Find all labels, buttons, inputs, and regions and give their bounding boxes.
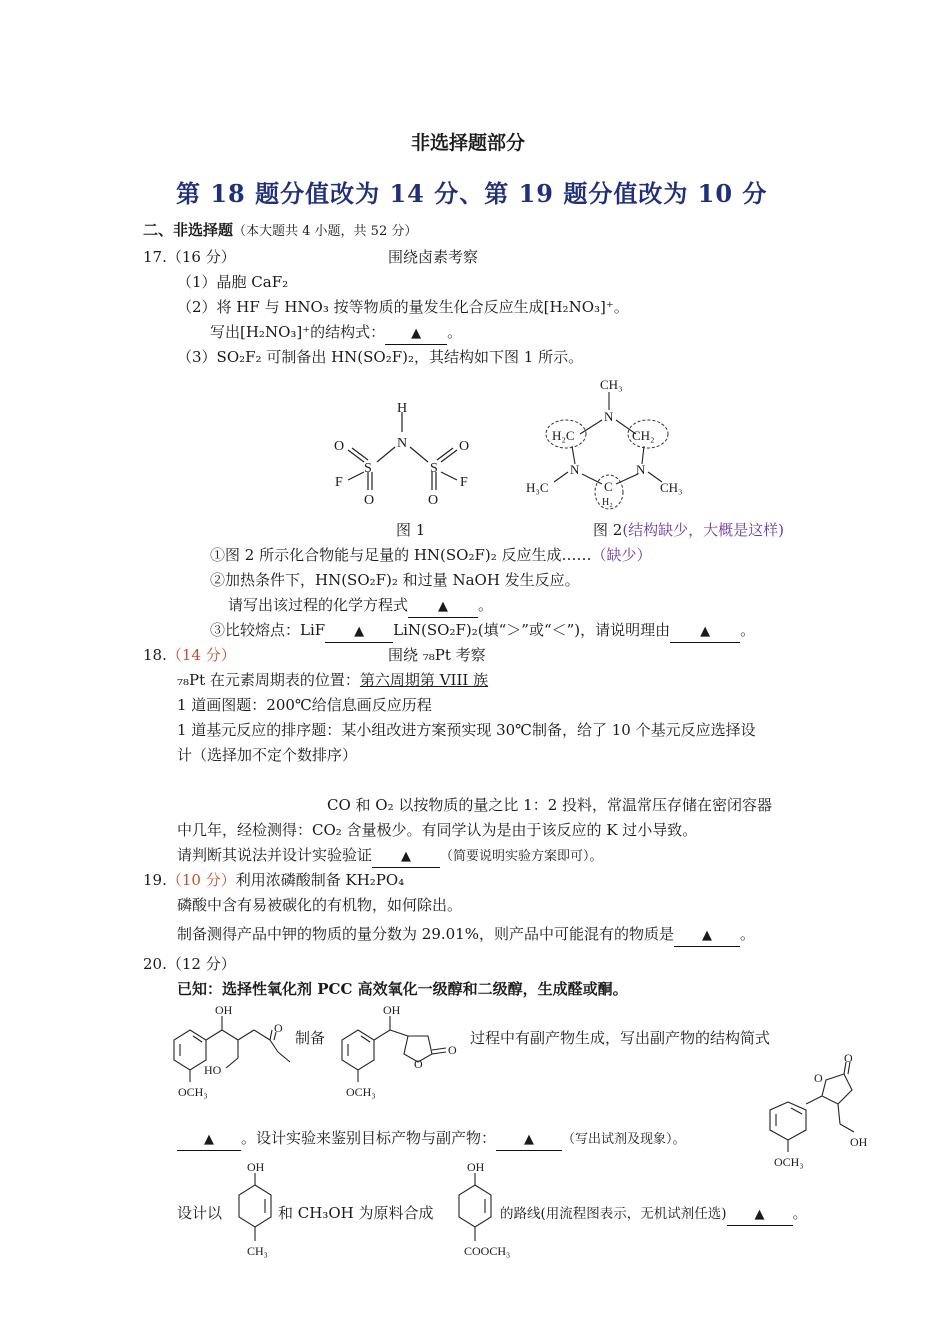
q18-line2: 1 道画图题：200℃给信息画反应历程 <box>177 696 432 714</box>
fig1-atom-h: H <box>397 401 408 416</box>
q17-sub3-blank1 <box>325 620 393 643</box>
mol3-o-ring: O <box>814 1071 823 1085</box>
q18-topic: 围绕 ₇₈Pt 考察 <box>388 646 486 664</box>
triangle-icon: ▲ <box>401 849 412 864</box>
fig2-h2c: H₂C <box>552 428 575 443</box>
fig1-atom-o-tl: O <box>334 439 345 454</box>
q19-line2-suffix: 。 <box>739 925 755 943</box>
q20-known: 已知：选择性氧化剂 PCC 高效氧化一级醇和二级醇，生成醛或酮。 <box>177 980 628 998</box>
section-title: 非选择题部分 <box>411 132 526 154</box>
q17-item2-blank <box>385 322 447 345</box>
fig1-atom-f-r: F <box>460 475 468 490</box>
molecule-target-lactone <box>328 1000 468 1105</box>
q17-sub3-blank2 <box>670 620 740 643</box>
fig2-c-bottom: C <box>604 479 613 494</box>
triangle-icon: ▲ <box>354 624 365 639</box>
q20-line-b-b: （写出试剂及现象）。 <box>562 1132 686 1147</box>
fig1-atom-o-br: O <box>428 493 439 508</box>
mol4-oh: OH <box>247 1160 265 1174</box>
q18-line1-answer: 第六周期第 VIII 族 <box>359 671 489 689</box>
figure-1-structure <box>320 392 490 512</box>
q17-sub2-line2 <box>228 595 493 618</box>
mol3-oh: OH <box>850 1135 868 1149</box>
fig2-caption-note: (结构缺少，大概是这样) <box>622 521 785 539</box>
fig2-h2-bottom: H₂ <box>602 497 613 508</box>
q17-sub3-b: LiN(SO₂F)₂(填“＞”或“＜”)，请说明理由 <box>393 621 671 639</box>
fig1-atom-s1: S <box>364 461 372 476</box>
q20-prep-word: 制备 <box>295 1029 326 1047</box>
molecule-start-ester <box>160 1000 300 1105</box>
part-heading-note: （本大题共 4 小题，共 52 分） <box>233 224 418 239</box>
q17-sub2-blank <box>408 595 478 618</box>
q19-header <box>143 870 404 890</box>
q18-line4: 计（选择加不定个数排序） <box>177 746 358 764</box>
q17-item3: （3）SO₂F₂ 可制备出 HN(SO₂F)₂，其结构如下图 1 所示。 <box>177 348 584 366</box>
fig1-atom-f-l: F <box>335 475 343 490</box>
mol2-o-ring: O <box>414 1057 423 1071</box>
q17-item1: （1）晶胞 CaF₂ <box>177 273 289 291</box>
q17-topic: 围绕卤素考察 <box>388 248 479 266</box>
fig2-ch2: CH₂ <box>632 428 655 443</box>
q18-line5: CO 和 O₂ 以按物质的量之比 1：2 投料，常温常压存储在密闭容器 <box>327 796 773 814</box>
q20-byproduct-blank <box>177 1128 241 1151</box>
q18-line7-prefix: 请判断其说法并设计实验验证 <box>177 846 373 864</box>
molecule-byproduct <box>752 1052 872 1177</box>
q18-number: 18. <box>143 646 167 664</box>
mol2-o-carbonyl: O <box>448 1043 457 1057</box>
triangle-icon: ▲ <box>438 599 449 614</box>
q18-line3: 1 道基元反应的排序题：某小组改进方案预实现 30℃制备，给了 10 个基元反应选择设 <box>177 721 756 739</box>
mol2-oh: OH <box>383 1003 401 1017</box>
q20-design-mid: 和 CH₃OH 为原料合成 <box>278 1204 434 1222</box>
q20-process-text: 过程中有副产物生成，写出副产物的结构简式 <box>470 1029 771 1047</box>
mol1-och3: OCH₃ <box>178 1085 208 1099</box>
q18-score: （14 分） <box>166 646 236 664</box>
fig1-atom-s2: S <box>430 461 438 476</box>
fig2-n-right: N <box>636 462 646 477</box>
q18-header <box>143 645 236 665</box>
q20-design-end: 。 <box>792 1204 808 1222</box>
q17-sub3 <box>210 620 755 643</box>
mol3-och3: OCH₃ <box>774 1155 804 1169</box>
q20-number: 20.（12 分） <box>143 955 236 973</box>
triangle-icon: ▲ <box>700 624 711 639</box>
q18-line7 <box>177 845 603 868</box>
q20-identify-blank <box>496 1128 562 1151</box>
q17-sub1 <box>210 545 652 565</box>
fig1-atom-n: N <box>397 436 408 451</box>
fig2-n-left: N <box>570 462 580 477</box>
q19-line2-blank <box>674 924 740 947</box>
q19-line2 <box>177 924 755 947</box>
triangle-icon: ▲ <box>754 1207 765 1222</box>
q20-line-b-a: 。设计实验来鉴别目标产物与副产物： <box>241 1129 497 1147</box>
q19-number: 19. <box>143 871 167 889</box>
fig2-caption-label: 图 2 <box>593 521 623 539</box>
q19-line2-prefix: 制备测得产品中钾的物质的量分数为 29.01%，则产品中可能混有的物质是 <box>177 925 674 943</box>
q17-item2-line1: （2）将 HF 与 HNO₃ 按等物质的量发生化合反应生成[H₂NO₃]⁺。 <box>177 298 629 316</box>
q17-sub2-prefix: 请写出该过程的化学方程式 <box>228 596 409 614</box>
mol1-oh: OH <box>215 1003 233 1017</box>
part-heading-label: 二、非选择题 <box>143 221 234 239</box>
mol3-o-carbonyl: O <box>844 1052 853 1065</box>
triangle-icon: ▲ <box>524 1132 535 1147</box>
figure-2-structure <box>522 374 697 514</box>
q20-design-prefix: 设计以 <box>177 1204 223 1222</box>
q20-design-suffix: 的路线(用流程图表示，无机试剂任选) <box>500 1206 727 1222</box>
fig2-h3c: H₃C <box>526 480 549 495</box>
mol2-och3: OCH₃ <box>346 1085 376 1099</box>
q17-item2-suffix: 。 <box>447 323 463 341</box>
q20-design-line <box>500 1203 808 1226</box>
q17-number: 17.（16 分） <box>143 248 236 266</box>
fig2-ch3-right: CH₃ <box>660 480 683 495</box>
triangle-icon: ▲ <box>204 1132 214 1147</box>
fig2-n-top: N <box>604 409 614 424</box>
fig1-atom-o-bl: O <box>364 493 375 508</box>
fig1-atom-o-tr: O <box>459 439 470 454</box>
q17-item2-line2 <box>210 322 462 345</box>
mol1-ho: HO <box>204 1063 222 1077</box>
mol5-cooch3: COOCH₃ <box>464 1244 511 1258</box>
q17-sub3-a: ③比较熔点：LiF <box>210 621 326 639</box>
mol4-ch3: CH₃ <box>247 1244 268 1258</box>
q20-line-b <box>177 1128 686 1151</box>
mol1-o-carbonyl: O <box>274 1021 283 1035</box>
q19-line1: 磷酸中含有易被碳化的有机物，如何除出。 <box>177 896 463 914</box>
triangle-icon: ▲ <box>411 326 422 341</box>
fig2-ch3-top: CH₃ <box>600 377 623 392</box>
fig2-caption <box>593 520 784 540</box>
part-heading <box>143 220 417 242</box>
q19-title: 利用浓磷酸制备 KH₂PO₄ <box>235 871 405 889</box>
q17-sub1-note: （缺少） <box>591 546 652 564</box>
mol5-oh: OH <box>467 1160 485 1174</box>
fig1-caption: 图 1 <box>396 521 426 539</box>
q17-sub2-line1: ②加热条件下，HN(SO₂F)₂ 和过量 NaOH 发生反应。 <box>210 571 580 589</box>
q20-design-blank <box>727 1203 793 1226</box>
q18-line7-suffix: （简要说明实验方案即可）。 <box>440 849 603 864</box>
q18-line1 <box>177 670 488 690</box>
q17-sub3-c: 。 <box>740 621 756 639</box>
triangle-icon: ▲ <box>701 928 712 943</box>
q17-item2-prefix: 写出[H₂NO₃]⁺的结构式： <box>210 323 386 341</box>
notice-banner: 第 18 题分值改为 14 分、第 19 题分值改为 10 分 <box>176 179 768 208</box>
q18-line1-prefix: ₇₈Pt 在元素周期表的位置： <box>177 671 360 689</box>
q18-line7-blank <box>372 845 440 868</box>
q17-sub2-suffix: 。 <box>478 596 494 614</box>
molecule-p-cresol <box>230 1155 280 1265</box>
q19-score: （10 分） <box>166 871 236 889</box>
q17-sub1-text: ①图 2 所示化合物能与足量的 HN(SO₂F)₂ 反应生成…… <box>210 546 592 564</box>
q18-line6: 中几年，经检测得：CO₂ 含量极少。有同学认为是由于该反应的 K 过小导致。 <box>177 821 698 839</box>
